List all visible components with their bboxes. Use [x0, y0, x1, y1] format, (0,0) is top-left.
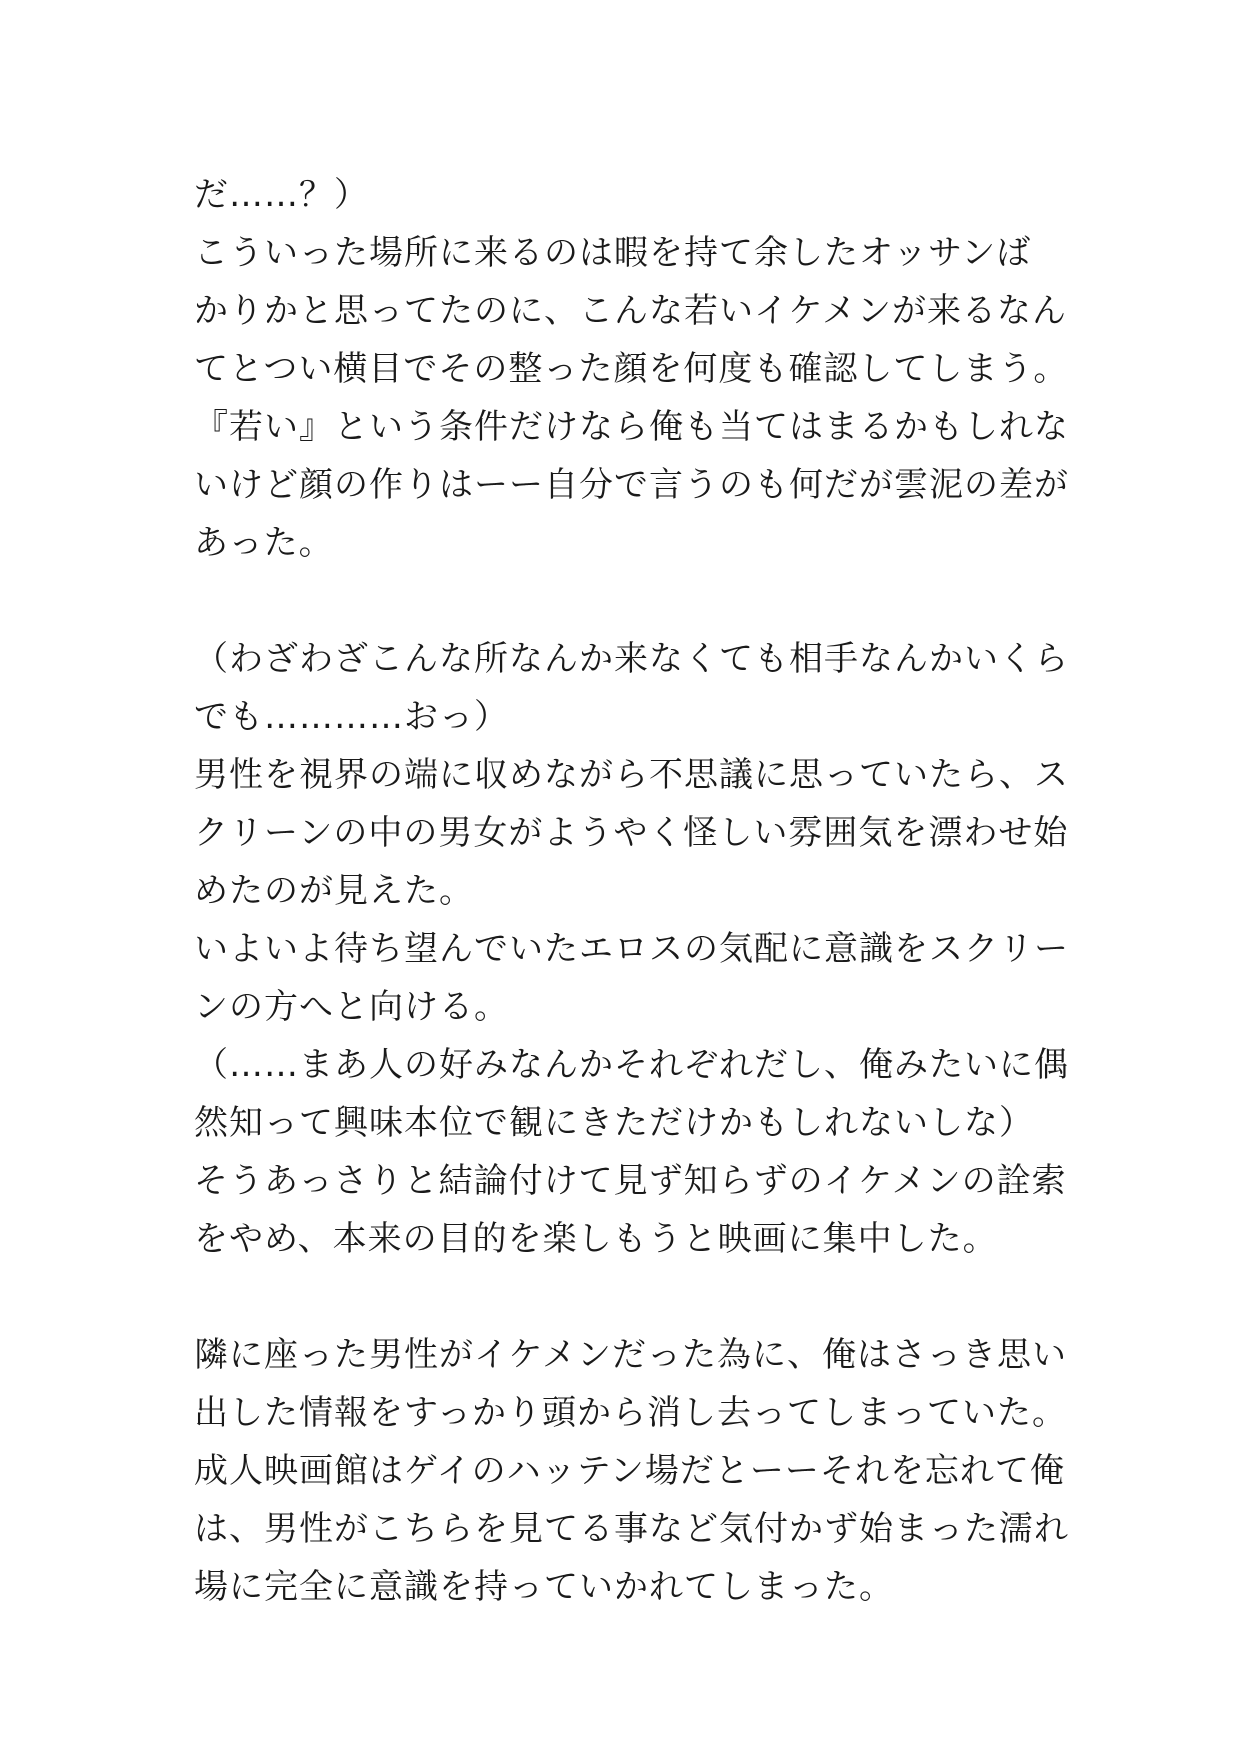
- text-line: こういった場所に来るのは暇を持て余したオッサンば: [194, 233, 1032, 273]
- text-line: ンの方へと向ける。: [194, 987, 509, 1027]
- text-line: （……まあ人の好みなんかそれぞれだし、俺みたいに偶: [194, 1045, 1069, 1085]
- text-line: 然知って興味本位で観にきただけかもしれないしな）: [194, 1103, 1034, 1143]
- text-line: めたのが見えた。: [194, 871, 474, 911]
- text-line: かりかと思ってたのに、こんな若いイケメンが来るなん: [194, 291, 1067, 331]
- blank-line: [194, 1268, 1074, 1326]
- text-line: でも…………おっ）: [194, 697, 509, 737]
- blank-line: [194, 572, 1074, 630]
- text-line: 出した情報をすっかり頭から消し去ってしまっていた。: [194, 1393, 1067, 1433]
- text-line: 場に完全に意識を持っていかれてしまった。: [194, 1567, 894, 1607]
- text-line: （わざわざこんな所なんか来なくても相手なんかいくら: [194, 639, 1069, 679]
- text-line: は、男性がこちらを見てる事など気付かず始まった濡れ: [194, 1509, 1069, 1549]
- text-line: そうあっさりと結論付けて見ず知らずのイケメンの詮索: [194, 1161, 1067, 1201]
- text-line: クリーンの中の男女がようやく怪しい雰囲気を漂わせ始: [194, 813, 1069, 853]
- text-line: 成人映画館はゲイのハッテン場だとーーそれを忘れて俺: [194, 1451, 1065, 1491]
- text-line: いけど顔の作りはーー自分で言うのも何だが雲泥の差が: [194, 465, 1069, 505]
- text-line: いよいよ待ち望んでいたエロスの気配に意識をスクリー: [194, 929, 1069, 969]
- text-line: 男性を視界の端に収めながら不思議に思っていたら、ス: [194, 755, 1069, 795]
- text-line: をやめ、本来の目的を楽しもうと映画に集中した。: [194, 1219, 998, 1259]
- text-line: 隣に座った男性がイケメンだった為に、俺はさっき思い: [194, 1335, 1067, 1375]
- text-line: てとつい横目でその整った顔を何度も確認してしまう。: [194, 349, 1069, 389]
- text-line: あった。: [194, 523, 334, 563]
- body-text: [194, 166, 1074, 1616]
- text-line: だ……？）: [194, 175, 369, 215]
- text-line: 『若い』という条件だけなら俺も当てはまるかもしれな: [194, 407, 1069, 447]
